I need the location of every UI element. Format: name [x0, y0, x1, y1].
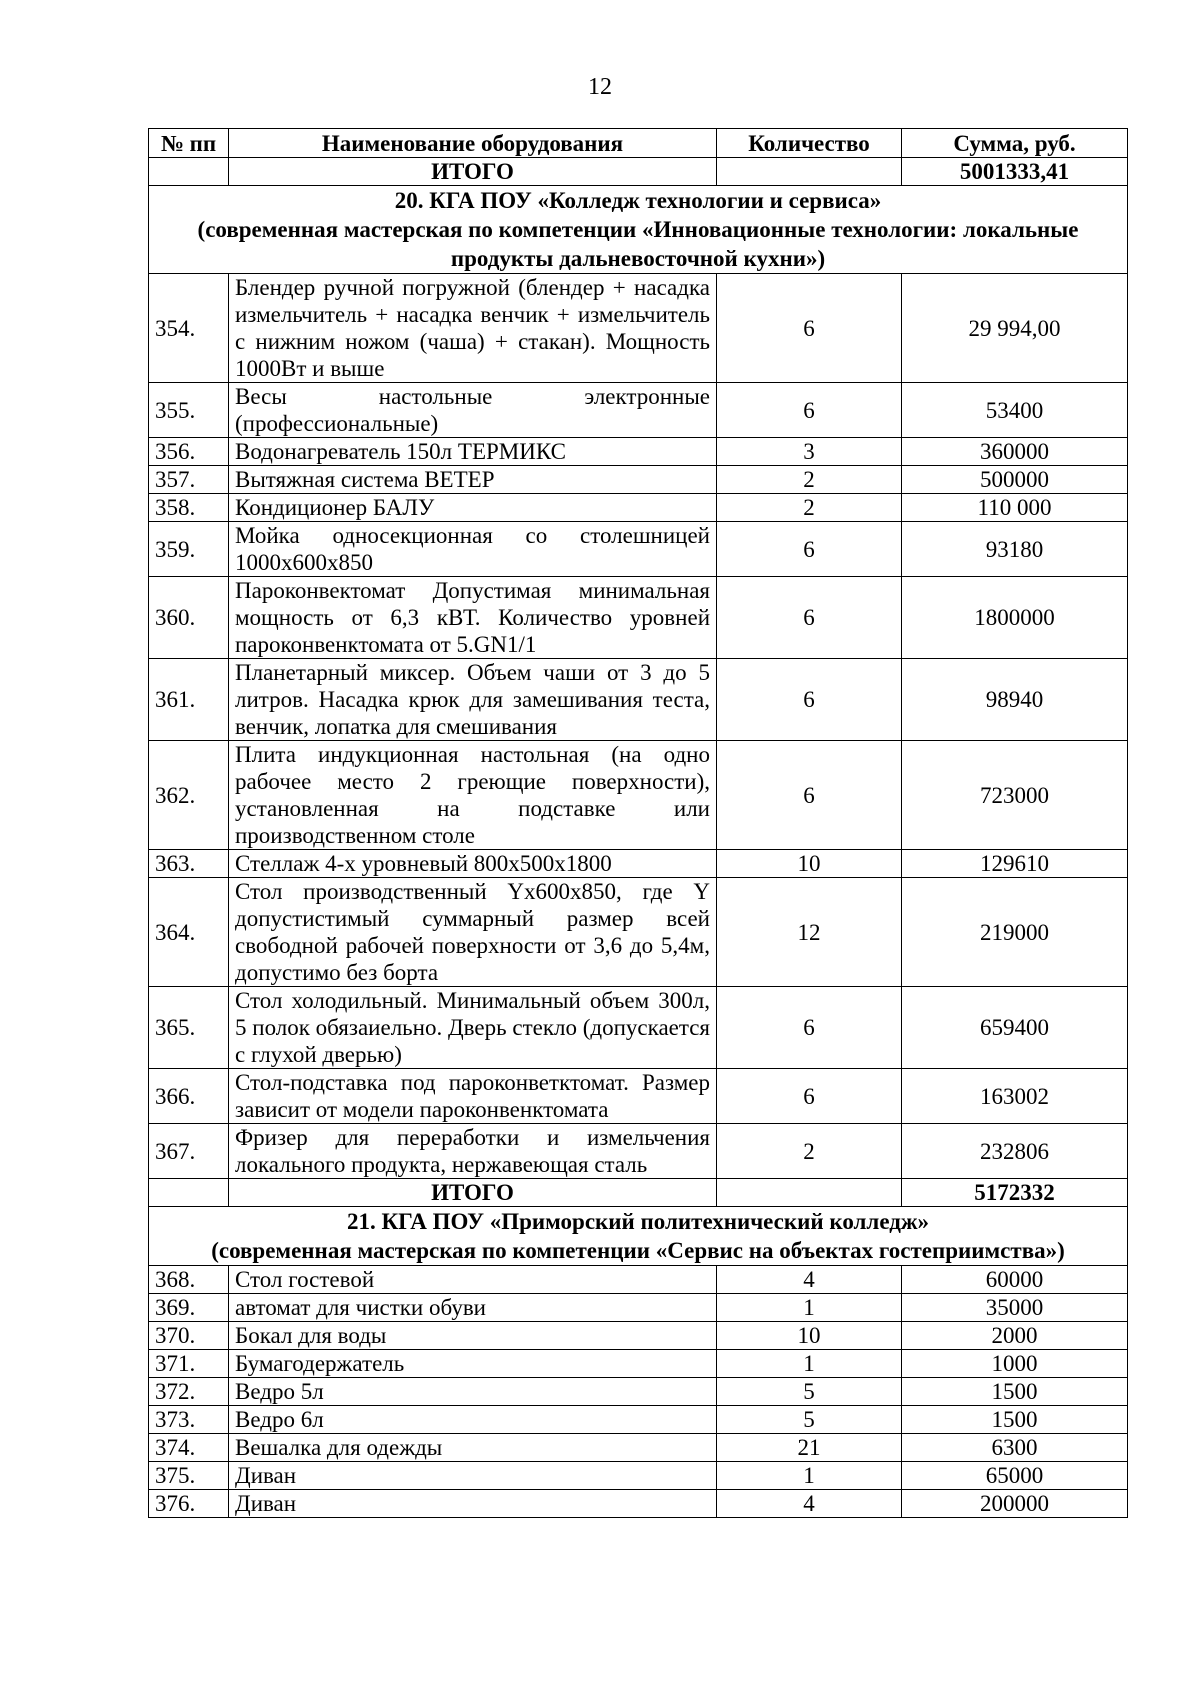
- item-name: Кондиционер БАЛУ: [229, 494, 717, 522]
- item-number: 357.: [149, 466, 229, 494]
- section-title-line2: (современная мастерская по компетенции «Инновационные технологии: локальные продукты дальневосточной кухни»): [197, 217, 1079, 271]
- total-sum: 5172332: [902, 1179, 1128, 1207]
- table-row: [149, 1266, 1128, 1294]
- item-quantity: 10: [717, 850, 902, 878]
- item-number: 355.: [149, 383, 229, 438]
- item-name: Стол гостевой: [229, 1266, 717, 1294]
- item-quantity: 6: [717, 659, 902, 741]
- item-number: 362.: [149, 741, 229, 850]
- item-number: 372.: [149, 1378, 229, 1406]
- item-sum: 219000: [902, 878, 1128, 987]
- item-name: Водонагреватель 150л ТЕРМИКС: [229, 438, 717, 466]
- table-row: [149, 466, 1128, 494]
- item-number: 358.: [149, 494, 229, 522]
- item-sum: 1500: [902, 1378, 1128, 1406]
- table-row: [149, 1069, 1128, 1124]
- item-name: Вытяжная система ВЕТЕР: [229, 466, 717, 494]
- section-items: [149, 274, 1128, 1179]
- item-name: Вешалка для одежды: [229, 1434, 717, 1462]
- table-row: [149, 878, 1128, 987]
- item-number: 371.: [149, 1350, 229, 1378]
- item-name: Планетарный миксер. Объем чаши от 3 до 5 литров. Насадка крюк для замешивания теста, венчик, лопатка для смешивания: [229, 659, 717, 741]
- item-quantity: 6: [717, 741, 902, 850]
- item-sum: 93180: [902, 522, 1128, 577]
- table-row: [149, 741, 1128, 850]
- section-title-line1: 20. КГА ПОУ «Колледж технологии и сервиса»: [394, 188, 882, 213]
- item-number: 365.: [149, 987, 229, 1069]
- item-name: автомат для чистки обуви: [229, 1294, 717, 1322]
- item-sum: 659400: [902, 987, 1128, 1069]
- item-sum: 2000: [902, 1322, 1128, 1350]
- page-number: 12: [588, 74, 612, 100]
- total-label: ИТОГО: [229, 1179, 717, 1207]
- item-name: Ведро 6л: [229, 1406, 717, 1434]
- total-sum: 5001333,41: [902, 158, 1128, 186]
- item-quantity: 6: [717, 274, 902, 383]
- item-sum: 200000: [902, 1490, 1128, 1518]
- item-quantity: 5: [717, 1378, 902, 1406]
- item-sum: 1800000: [902, 577, 1128, 659]
- item-quantity: 6: [717, 987, 902, 1069]
- item-number: 360.: [149, 577, 229, 659]
- table-row: [149, 1378, 1128, 1406]
- item-sum: 110 000: [902, 494, 1128, 522]
- item-sum: 35000: [902, 1294, 1128, 1322]
- item-sum: 29 994,00: [902, 274, 1128, 383]
- item-number: 366.: [149, 1069, 229, 1124]
- item-sum: 232806: [902, 1124, 1128, 1179]
- section-title: [149, 186, 1128, 274]
- item-number: 363.: [149, 850, 229, 878]
- item-quantity: 6: [717, 577, 902, 659]
- item-number: 367.: [149, 1124, 229, 1179]
- item-name: Фризер для переработки и измельчения локального продукта, нержавеющая сталь: [229, 1124, 717, 1179]
- item-sum: 53400: [902, 383, 1128, 438]
- item-quantity: 6: [717, 1069, 902, 1124]
- section-title-row: [149, 1207, 1128, 1266]
- item-number: 368.: [149, 1266, 229, 1294]
- table-row: [149, 1322, 1128, 1350]
- table-row: [149, 1294, 1128, 1322]
- table-row: [149, 1434, 1128, 1462]
- section-items: [149, 1266, 1128, 1518]
- item-quantity: 2: [717, 494, 902, 522]
- item-name: Бокал для воды: [229, 1322, 717, 1350]
- table-row: [149, 987, 1128, 1069]
- item-sum: 163002: [902, 1069, 1128, 1124]
- item-sum: 129610: [902, 850, 1128, 878]
- header-sum: Сумма, руб.: [902, 129, 1128, 158]
- item-name: Пароконвектомат Допустимая минимальная мощность от 6,3 кВТ. Количество уровней пароконвенктомата от 5.GN1/1: [229, 577, 717, 659]
- table-row: [149, 274, 1128, 383]
- item-quantity: 10: [717, 1322, 902, 1350]
- item-sum: 1000: [902, 1350, 1128, 1378]
- item-quantity: 1: [717, 1294, 902, 1322]
- item-number: 370.: [149, 1322, 229, 1350]
- header-number: № пп: [149, 129, 229, 158]
- item-number: 354.: [149, 274, 229, 383]
- total-row: [149, 158, 1128, 186]
- item-sum: 360000: [902, 438, 1128, 466]
- item-quantity: 6: [717, 383, 902, 438]
- table-row: [149, 1462, 1128, 1490]
- table-header-row: [149, 129, 1128, 158]
- item-quantity: 4: [717, 1490, 902, 1518]
- item-number: 361.: [149, 659, 229, 741]
- item-quantity: 6: [717, 522, 902, 577]
- table-row: [149, 494, 1128, 522]
- item-sum: 1500: [902, 1406, 1128, 1434]
- table-row: [149, 1124, 1128, 1179]
- item-name: Стол производственный Yх600х850, где Y допустистимый суммарный размер всей свободной рабочей поверхности от 3,6 до 5,4м, допустимо без борта: [229, 878, 717, 987]
- item-quantity: 5: [717, 1406, 902, 1434]
- section-title-line2: (современная мастерская по компетенции «Сервис на объектах гостеприимства»): [211, 1238, 1065, 1263]
- item-quantity: 21: [717, 1434, 902, 1462]
- item-name: Ведро 5л: [229, 1378, 717, 1406]
- item-quantity: 4: [717, 1266, 902, 1294]
- item-sum: 6300: [902, 1434, 1128, 1462]
- table-row: [149, 383, 1128, 438]
- item-quantity: 1: [717, 1462, 902, 1490]
- section-title: [149, 1207, 1128, 1266]
- total-label: ИТОГО: [229, 158, 717, 186]
- item-quantity: 2: [717, 466, 902, 494]
- item-name: Бумагодержатель: [229, 1350, 717, 1378]
- table-row: [149, 577, 1128, 659]
- item-quantity: 3: [717, 438, 902, 466]
- item-name: Стол-подставка под пароконветктомат. Размер зависит от модели пароконвенктомата: [229, 1069, 717, 1124]
- item-sum: 60000: [902, 1266, 1128, 1294]
- table-row: [149, 522, 1128, 577]
- item-name: Диван: [229, 1490, 717, 1518]
- table-row: [149, 1406, 1128, 1434]
- section-title-row: [149, 186, 1128, 274]
- item-number: 373.: [149, 1406, 229, 1434]
- item-name: Мойка односекционная со столешницей 1000х600х850: [229, 522, 717, 577]
- item-sum: 723000: [902, 741, 1128, 850]
- header-name: Наименование оборудования: [229, 129, 717, 158]
- item-name: Стеллаж 4-х уровневый 800х500х1800: [229, 850, 717, 878]
- table-row: [149, 659, 1128, 741]
- item-quantity: 2: [717, 1124, 902, 1179]
- item-quantity: 1: [717, 1350, 902, 1378]
- item-number: 356.: [149, 438, 229, 466]
- item-number: 359.: [149, 522, 229, 577]
- item-number: 364.: [149, 878, 229, 987]
- table-row: [149, 1490, 1128, 1518]
- total-row: [149, 1179, 1128, 1207]
- item-name: Весы настольные электронные (профессиональные): [229, 383, 717, 438]
- item-name: Стол холодильный. Минимальный объем 300л, 5 полок обязаиельно. Дверь стекло (допускается с глухой дверью): [229, 987, 717, 1069]
- item-number: 376.: [149, 1490, 229, 1518]
- item-sum: 500000: [902, 466, 1128, 494]
- item-quantity: 12: [717, 878, 902, 987]
- table-row: [149, 850, 1128, 878]
- table-row: [149, 1350, 1128, 1378]
- item-sum: 65000: [902, 1462, 1128, 1490]
- item-number: 374.: [149, 1434, 229, 1462]
- item-name: Блендер ручной погружной (блендер + насадка измельчитель + насадка венчик + измельчитель с нижним ножом (чаша) + стакан). Мощность 1000Вт и выше: [229, 274, 717, 383]
- header-quantity: Количество: [717, 129, 902, 158]
- item-name: Плита индукционная настольная (на одно рабочее место 2 греющие поверхности), установленная на подставке или производственном столе: [229, 741, 717, 850]
- equipment-table: [148, 128, 1128, 1518]
- item-number: 369.: [149, 1294, 229, 1322]
- item-number: 375.: [149, 1462, 229, 1490]
- item-name: Диван: [229, 1462, 717, 1490]
- table-row: [149, 438, 1128, 466]
- item-sum: 98940: [902, 659, 1128, 741]
- section-title-line1: 21. КГА ПОУ «Приморский политехнический колледж»: [346, 1209, 930, 1234]
